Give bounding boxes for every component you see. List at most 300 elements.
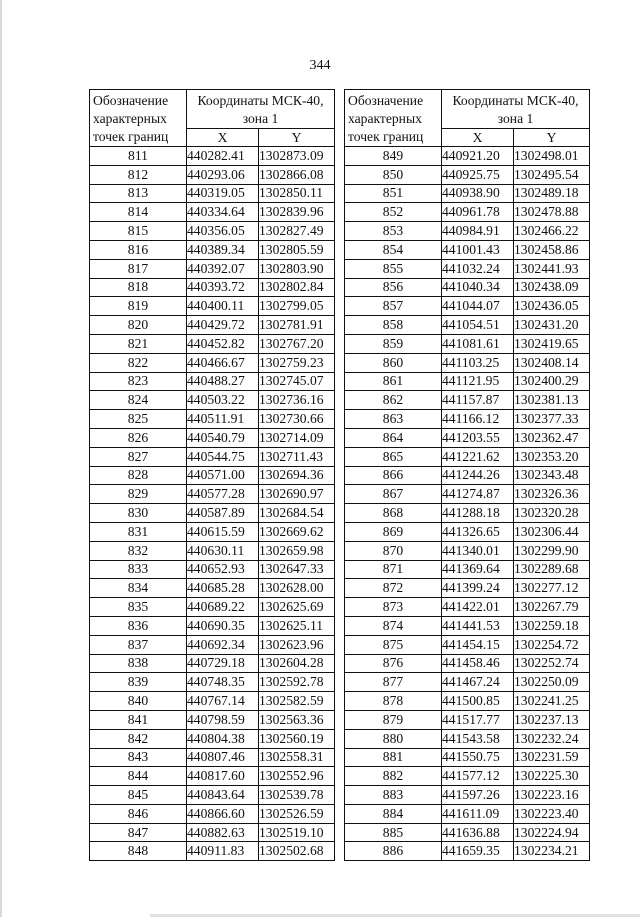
x-coordinate-cell: 441611.09 (442, 804, 514, 823)
table-row (345, 767, 590, 786)
y-coordinate-cell: 1302289.68 (514, 560, 590, 579)
header-x: X (187, 129, 259, 147)
header-point-label: Обозначение характерных точек границ (90, 90, 187, 147)
x-coordinate-cell: 441597.26 (442, 786, 514, 805)
x-coordinate-cell: 440540.79 (187, 428, 259, 447)
point-id-cell: 876 (345, 654, 442, 673)
point-id-cell: 847 (90, 823, 187, 842)
point-id-cell: 870 (345, 541, 442, 560)
table-row (90, 297, 335, 316)
x-coordinate-cell: 441221.62 (442, 447, 514, 466)
point-id-cell: 839 (90, 673, 187, 692)
x-coordinate-cell: 441454.15 (442, 635, 514, 654)
y-coordinate-cell: 1302592.78 (259, 673, 335, 692)
point-id-cell: 824 (90, 391, 187, 410)
table-row (345, 823, 590, 842)
table-row (345, 710, 590, 729)
point-id-cell: 849 (345, 147, 442, 166)
y-coordinate-cell: 1302299.90 (514, 541, 590, 560)
x-coordinate-cell: 440630.11 (187, 541, 259, 560)
y-coordinate-cell: 1302604.28 (259, 654, 335, 673)
x-coordinate-cell: 440804.38 (187, 729, 259, 748)
point-id-cell: 874 (345, 616, 442, 635)
table-row (345, 729, 590, 748)
point-id-cell: 812 (90, 165, 187, 184)
point-id-cell: 861 (345, 372, 442, 391)
y-coordinate-cell: 1302223.40 (514, 804, 590, 823)
x-coordinate-cell: 440400.11 (187, 297, 259, 316)
y-coordinate-cell: 1302320.28 (514, 504, 590, 523)
point-id-cell: 841 (90, 710, 187, 729)
y-coordinate-cell: 1302277.12 (514, 579, 590, 598)
x-coordinate-cell: 441659.35 (442, 842, 514, 861)
table-row (345, 579, 590, 598)
x-coordinate-cell: 441044.07 (442, 297, 514, 316)
y-coordinate-cell: 1302866.08 (259, 165, 335, 184)
point-id-cell: 875 (345, 635, 442, 654)
x-coordinate-cell: 441288.18 (442, 504, 514, 523)
table-row (90, 616, 335, 635)
table-row (90, 278, 335, 297)
y-coordinate-cell: 1302730.66 (259, 410, 335, 429)
x-coordinate-cell: 441103.25 (442, 353, 514, 372)
x-coordinate-cell: 441244.26 (442, 466, 514, 485)
x-coordinate-cell: 440911.83 (187, 842, 259, 861)
table-row (90, 673, 335, 692)
y-coordinate-cell: 1302223.16 (514, 786, 590, 805)
y-coordinate-cell: 1302241.25 (514, 692, 590, 711)
table-row (345, 466, 590, 485)
point-id-cell: 815 (90, 222, 187, 241)
point-id-cell: 866 (345, 466, 442, 485)
table-row (90, 165, 335, 184)
table-row (90, 541, 335, 560)
point-id-cell: 822 (90, 353, 187, 372)
y-coordinate-cell: 1302767.20 (259, 334, 335, 353)
y-coordinate-cell: 1302436.05 (514, 297, 590, 316)
x-coordinate-cell: 441054.51 (442, 316, 514, 335)
table-row (90, 316, 335, 335)
table-row (90, 748, 335, 767)
page-number: 344 (309, 58, 331, 73)
point-id-cell: 825 (90, 410, 187, 429)
y-coordinate-cell: 1302539.78 (259, 786, 335, 805)
x-coordinate-cell: 440690.35 (187, 616, 259, 635)
point-id-cell: 859 (345, 334, 442, 353)
x-coordinate-cell: 440577.28 (187, 485, 259, 504)
x-coordinate-cell: 440798.59 (187, 710, 259, 729)
point-id-cell: 846 (90, 804, 187, 823)
header-x: X (442, 129, 514, 147)
table-row (345, 616, 590, 635)
y-coordinate-cell: 1302234.21 (514, 842, 590, 861)
y-coordinate-cell: 1302254.72 (514, 635, 590, 654)
y-coordinate-cell: 1302225.30 (514, 767, 590, 786)
table-row (90, 447, 335, 466)
table-row (90, 353, 335, 372)
x-coordinate-cell: 441340.01 (442, 541, 514, 560)
point-id-cell: 828 (90, 466, 187, 485)
x-coordinate-cell: 440393.72 (187, 278, 259, 297)
y-coordinate-cell: 1302711.43 (259, 447, 335, 466)
x-coordinate-cell: 440389.34 (187, 240, 259, 259)
x-coordinate-cell: 440689.22 (187, 598, 259, 617)
x-coordinate-cell: 440921.20 (442, 147, 514, 166)
table-row (90, 598, 335, 617)
table-row (90, 504, 335, 523)
table-row (90, 767, 335, 786)
point-id-cell: 827 (90, 447, 187, 466)
header-y: Y (259, 129, 335, 147)
y-coordinate-cell: 1302489.18 (514, 184, 590, 203)
table-row (345, 842, 590, 861)
table-row (345, 410, 590, 429)
y-coordinate-cell: 1302231.59 (514, 748, 590, 767)
y-coordinate-cell: 1302690.97 (259, 485, 335, 504)
point-id-cell: 816 (90, 240, 187, 259)
x-coordinate-cell: 441550.75 (442, 748, 514, 767)
table-row (90, 334, 335, 353)
y-coordinate-cell: 1302799.05 (259, 297, 335, 316)
table-row (345, 203, 590, 222)
x-coordinate-cell: 441369.64 (442, 560, 514, 579)
table-row (90, 147, 335, 166)
y-coordinate-cell: 1302250.09 (514, 673, 590, 692)
table-row (345, 504, 590, 523)
table-row (345, 635, 590, 654)
point-id-cell: 820 (90, 316, 187, 335)
point-id-cell: 885 (345, 823, 442, 842)
x-coordinate-cell: 441032.24 (442, 259, 514, 278)
y-coordinate-cell: 1302669.62 (259, 522, 335, 541)
x-coordinate-cell: 440615.59 (187, 522, 259, 541)
y-coordinate-cell: 1302259.18 (514, 616, 590, 635)
table-row (90, 710, 335, 729)
point-id-cell: 873 (345, 598, 442, 617)
y-coordinate-cell: 1302419.65 (514, 334, 590, 353)
y-coordinate-cell: 1302582.59 (259, 692, 335, 711)
y-coordinate-cell: 1302745.07 (259, 372, 335, 391)
point-id-cell: 852 (345, 203, 442, 222)
point-id-cell: 854 (345, 240, 442, 259)
y-coordinate-cell: 1302694.36 (259, 466, 335, 485)
table-row (345, 598, 590, 617)
point-id-cell: 872 (345, 579, 442, 598)
table-row (90, 560, 335, 579)
y-coordinate-cell: 1302552.96 (259, 767, 335, 786)
x-coordinate-cell: 441274.87 (442, 485, 514, 504)
x-coordinate-cell: 440429.72 (187, 316, 259, 335)
y-coordinate-cell: 1302498.01 (514, 147, 590, 166)
table-row (90, 729, 335, 748)
y-coordinate-cell: 1302362.47 (514, 428, 590, 447)
table-body-right (345, 147, 590, 861)
point-id-cell: 858 (345, 316, 442, 335)
point-id-cell: 843 (90, 748, 187, 767)
point-id-cell: 838 (90, 654, 187, 673)
y-coordinate-cell: 1302381.13 (514, 391, 590, 410)
x-coordinate-cell: 440984.91 (442, 222, 514, 241)
y-coordinate-cell: 1302628.00 (259, 579, 335, 598)
table-row (345, 184, 590, 203)
y-coordinate-cell: 1302684.54 (259, 504, 335, 523)
table-row (345, 297, 590, 316)
point-id-cell: 860 (345, 353, 442, 372)
x-coordinate-cell: 440748.35 (187, 673, 259, 692)
x-coordinate-cell: 440452.82 (187, 334, 259, 353)
point-id-cell: 833 (90, 560, 187, 579)
y-coordinate-cell: 1302252.74 (514, 654, 590, 673)
x-coordinate-cell: 441458.46 (442, 654, 514, 673)
point-id-cell: 884 (345, 804, 442, 823)
table-row (90, 842, 335, 861)
y-coordinate-cell: 1302736.16 (259, 391, 335, 410)
point-id-cell: 856 (345, 278, 442, 297)
x-coordinate-cell: 441422.01 (442, 598, 514, 617)
y-coordinate-cell: 1302224.94 (514, 823, 590, 842)
table-row (90, 222, 335, 241)
point-id-cell: 845 (90, 786, 187, 805)
point-id-cell: 813 (90, 184, 187, 203)
x-coordinate-cell: 441399.24 (442, 579, 514, 598)
table-row (90, 654, 335, 673)
y-coordinate-cell: 1302805.59 (259, 240, 335, 259)
table-row (345, 522, 590, 541)
y-coordinate-cell: 1302714.09 (259, 428, 335, 447)
table-row (345, 147, 590, 166)
point-id-cell: 821 (90, 334, 187, 353)
table-row (90, 372, 335, 391)
x-coordinate-cell: 440729.18 (187, 654, 259, 673)
point-id-cell: 823 (90, 372, 187, 391)
y-coordinate-cell: 1302458.86 (514, 240, 590, 259)
point-id-cell: 879 (345, 710, 442, 729)
y-coordinate-cell: 1302306.44 (514, 522, 590, 541)
point-id-cell: 877 (345, 673, 442, 692)
x-coordinate-cell: 441543.58 (442, 729, 514, 748)
x-coordinate-cell: 441081.61 (442, 334, 514, 353)
y-coordinate-cell: 1302647.33 (259, 560, 335, 579)
point-id-cell: 865 (345, 447, 442, 466)
x-coordinate-cell: 440544.75 (187, 447, 259, 466)
x-coordinate-cell: 441500.85 (442, 692, 514, 711)
x-coordinate-cell: 441157.87 (442, 391, 514, 410)
point-id-cell: 831 (90, 522, 187, 541)
point-id-cell: 836 (90, 616, 187, 635)
point-id-cell: 864 (345, 428, 442, 447)
x-coordinate-cell: 440925.75 (442, 165, 514, 184)
x-coordinate-cell: 440961.78 (442, 203, 514, 222)
x-coordinate-cell: 440767.14 (187, 692, 259, 711)
x-coordinate-cell: 440938.90 (442, 184, 514, 203)
x-coordinate-cell: 441166.12 (442, 410, 514, 429)
table-row (90, 579, 335, 598)
point-id-cell: 857 (345, 297, 442, 316)
x-coordinate-cell: 441040.34 (442, 278, 514, 297)
y-coordinate-cell: 1302431.20 (514, 316, 590, 335)
point-id-cell: 883 (345, 786, 442, 805)
table-row (345, 541, 590, 560)
x-coordinate-cell: 440817.60 (187, 767, 259, 786)
x-coordinate-cell: 441001.43 (442, 240, 514, 259)
table-row (345, 786, 590, 805)
x-coordinate-cell: 440843.64 (187, 786, 259, 805)
point-id-cell: 818 (90, 278, 187, 297)
y-coordinate-cell: 1302623.96 (259, 635, 335, 654)
x-coordinate-cell: 440807.46 (187, 748, 259, 767)
table-row (345, 447, 590, 466)
x-coordinate-cell: 440282.41 (187, 147, 259, 166)
y-coordinate-cell: 1302563.36 (259, 710, 335, 729)
y-coordinate-cell: 1302802.84 (259, 278, 335, 297)
table-row (345, 278, 590, 297)
coordinates-table-right (344, 89, 590, 861)
y-coordinate-cell: 1302400.29 (514, 372, 590, 391)
x-coordinate-cell: 440652.93 (187, 560, 259, 579)
y-coordinate-cell: 1302466.22 (514, 222, 590, 241)
x-coordinate-cell: 440882.63 (187, 823, 259, 842)
point-id-cell: 855 (345, 259, 442, 278)
coordinates-table-left (89, 89, 335, 861)
y-coordinate-cell: 1302326.36 (514, 485, 590, 504)
table-row (90, 259, 335, 278)
header-coordinates-group: Координаты МСК-40, зона 1 (442, 90, 590, 129)
table-row (345, 654, 590, 673)
x-coordinate-cell: 440692.34 (187, 635, 259, 654)
y-coordinate-cell: 1302343.48 (514, 466, 590, 485)
point-id-cell: 882 (345, 767, 442, 786)
point-id-cell: 886 (345, 842, 442, 861)
x-coordinate-cell: 440685.28 (187, 579, 259, 598)
table-row (345, 316, 590, 335)
y-coordinate-cell: 1302495.54 (514, 165, 590, 184)
table-row (90, 240, 335, 259)
table-row (90, 428, 335, 447)
x-coordinate-cell: 441517.77 (442, 710, 514, 729)
x-coordinate-cell: 440488.27 (187, 372, 259, 391)
y-coordinate-cell: 1302759.23 (259, 353, 335, 372)
table-row (90, 466, 335, 485)
y-coordinate-cell: 1302519.10 (259, 823, 335, 842)
point-id-cell: 878 (345, 692, 442, 711)
table-row (345, 334, 590, 353)
y-coordinate-cell: 1302827.49 (259, 222, 335, 241)
table-row (345, 692, 590, 711)
y-coordinate-cell: 1302438.09 (514, 278, 590, 297)
point-id-cell: 829 (90, 485, 187, 504)
y-coordinate-cell: 1302558.31 (259, 748, 335, 767)
point-id-cell: 862 (345, 391, 442, 410)
table-row (345, 353, 590, 372)
x-coordinate-cell: 440293.06 (187, 165, 259, 184)
header-y: Y (514, 129, 590, 147)
point-id-cell: 830 (90, 504, 187, 523)
table-row (345, 804, 590, 823)
y-coordinate-cell: 1302526.59 (259, 804, 335, 823)
x-coordinate-cell: 441577.12 (442, 767, 514, 786)
y-coordinate-cell: 1302353.20 (514, 447, 590, 466)
table-row (90, 485, 335, 504)
y-coordinate-cell: 1302478.88 (514, 203, 590, 222)
scan-edge-left (0, 0, 2, 917)
table-row (345, 372, 590, 391)
point-id-cell: 853 (345, 222, 442, 241)
table-row (345, 165, 590, 184)
point-id-cell: 844 (90, 767, 187, 786)
x-coordinate-cell: 440571.00 (187, 466, 259, 485)
y-coordinate-cell: 1302873.09 (259, 147, 335, 166)
y-coordinate-cell: 1302625.11 (259, 616, 335, 635)
point-id-cell: 817 (90, 259, 187, 278)
y-coordinate-cell: 1302560.19 (259, 729, 335, 748)
y-coordinate-cell: 1302377.33 (514, 410, 590, 429)
x-coordinate-cell: 440866.60 (187, 804, 259, 823)
point-id-cell: 851 (345, 184, 442, 203)
y-coordinate-cell: 1302781.91 (259, 316, 335, 335)
x-coordinate-cell: 441203.55 (442, 428, 514, 447)
y-coordinate-cell: 1302625.69 (259, 598, 335, 617)
table-row (345, 673, 590, 692)
x-coordinate-cell: 440392.07 (187, 259, 259, 278)
table-row (90, 184, 335, 203)
table-row (90, 203, 335, 222)
point-id-cell: 842 (90, 729, 187, 748)
table-row (345, 748, 590, 767)
table-row (90, 522, 335, 541)
y-coordinate-cell: 1302408.14 (514, 353, 590, 372)
point-id-cell: 863 (345, 410, 442, 429)
point-id-cell: 871 (345, 560, 442, 579)
point-id-cell: 867 (345, 485, 442, 504)
x-coordinate-cell: 441121.95 (442, 372, 514, 391)
x-coordinate-cell: 440466.67 (187, 353, 259, 372)
y-coordinate-cell: 1302502.68 (259, 842, 335, 861)
point-id-cell: 837 (90, 635, 187, 654)
x-coordinate-cell: 440587.89 (187, 504, 259, 523)
table-row (345, 560, 590, 579)
point-id-cell: 819 (90, 297, 187, 316)
point-id-cell: 840 (90, 692, 187, 711)
x-coordinate-cell: 440511.91 (187, 410, 259, 429)
y-coordinate-cell: 1302850.11 (259, 184, 335, 203)
point-id-cell: 869 (345, 522, 442, 541)
x-coordinate-cell: 440334.64 (187, 203, 259, 222)
point-id-cell: 834 (90, 579, 187, 598)
table-row (90, 692, 335, 711)
x-coordinate-cell: 441636.88 (442, 823, 514, 842)
x-coordinate-cell: 440356.05 (187, 222, 259, 241)
table-row (345, 485, 590, 504)
table-row (90, 635, 335, 654)
point-id-cell: 826 (90, 428, 187, 447)
y-coordinate-cell: 1302267.79 (514, 598, 590, 617)
x-coordinate-cell: 441467.24 (442, 673, 514, 692)
table-row (90, 804, 335, 823)
y-coordinate-cell: 1302659.98 (259, 541, 335, 560)
point-id-cell: 881 (345, 748, 442, 767)
header-coordinates-group: Координаты МСК-40, зона 1 (187, 90, 335, 129)
y-coordinate-cell: 1302441.93 (514, 259, 590, 278)
table-row (345, 240, 590, 259)
table-row (345, 391, 590, 410)
y-coordinate-cell: 1302237.13 (514, 710, 590, 729)
y-coordinate-cell: 1302803.90 (259, 259, 335, 278)
table-row (90, 823, 335, 842)
point-id-cell: 848 (90, 842, 187, 861)
x-coordinate-cell: 441441.53 (442, 616, 514, 635)
table-row (90, 786, 335, 805)
point-id-cell: 835 (90, 598, 187, 617)
